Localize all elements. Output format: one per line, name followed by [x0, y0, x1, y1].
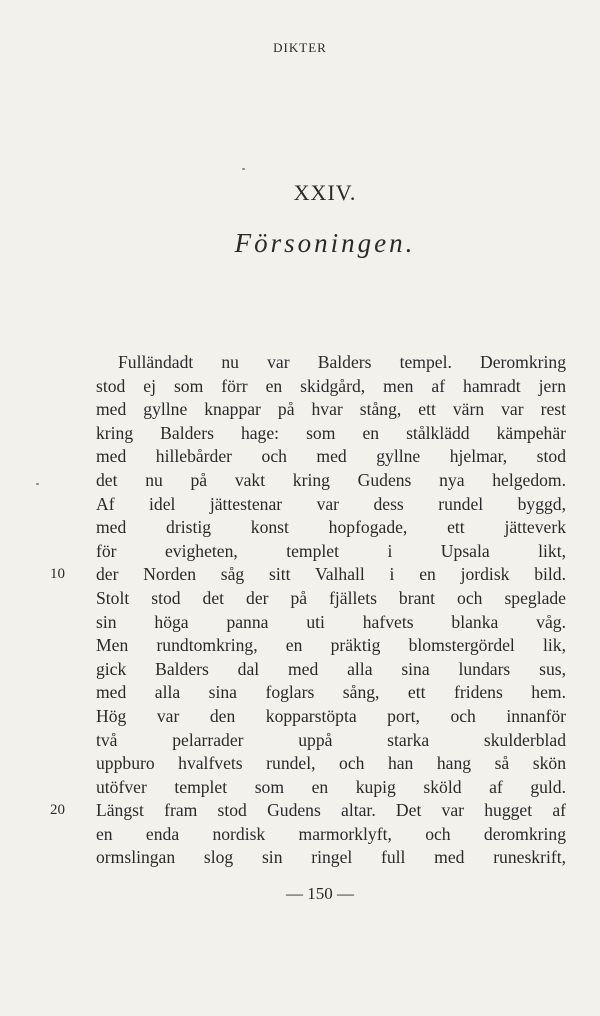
poem-line-text: det nu på vakt kring Gudens nya helgedom.	[96, 469, 566, 490]
poem-line-text: utöfver templet som en kupig sköld af guld.	[96, 776, 566, 797]
paper-speck	[242, 168, 245, 170]
poem-line-text: ormslingan slog sin ringel full med runeskrift,	[96, 847, 566, 868]
poem-line	[96, 493, 566, 517]
poem-line-text: gick Balders dal med alla sina lundars sus,	[96, 658, 566, 679]
poem-line	[96, 846, 566, 870]
poem-line-text: sin höga panna uti hafvets blanka våg.	[96, 611, 566, 632]
poem-line	[96, 516, 566, 540]
poem-line-text: uppburo hvalfvets rundel, och han hang så skön	[96, 753, 566, 774]
line-number: 20	[50, 802, 65, 819]
poem-line-text: en enda nordisk marmorklyft, och deromkring	[96, 823, 566, 844]
poem-line	[96, 445, 566, 469]
poem-line-text: två pelarrader uppå starka skulderblad	[96, 729, 566, 750]
page-number: — 150 —	[286, 884, 354, 903]
poem-line-text: Stolt stod det der på fjällets brant och speglade	[96, 587, 566, 608]
poem-line-text: för evigheten, templet i Upsala likt,	[96, 540, 566, 561]
poem-line-text: med alla sina foglars sång, ett fridens hem.	[96, 682, 566, 703]
poem-line	[96, 587, 566, 611]
poem-line-text: stod ej som förr en skidgård, men af hamradt jern	[96, 375, 566, 396]
poem-line	[96, 351, 566, 375]
poem-line-text: Men rundtomkring, en präktig blomstergördel lik,	[96, 635, 566, 656]
poem-line	[96, 776, 566, 800]
poem-line-text: Af idel jättestenar var dess rundel byggd,	[96, 493, 566, 514]
poem-line	[96, 681, 566, 705]
poem-line-text: Hög var den kopparstöpta port, och innanför	[96, 705, 566, 726]
poem-line	[96, 422, 566, 446]
poem-line	[96, 729, 566, 753]
poem-line	[96, 611, 566, 635]
poem-line	[96, 469, 566, 493]
poem-line	[96, 705, 566, 729]
poem-line	[96, 375, 566, 399]
paper-speck	[36, 483, 39, 485]
poem-body	[50, 351, 566, 870]
poem-line	[96, 634, 566, 658]
poem-line-text: kring Balders hage: som en stålklädd kämpehär	[96, 422, 566, 443]
poem-line	[96, 658, 566, 682]
poem-line	[50, 799, 566, 823]
poem-line	[96, 823, 566, 847]
chapter-number: XXIV.	[293, 180, 357, 205]
poem-line-text: med hillebårder och med gyllne hjelmar, stod	[96, 446, 566, 467]
poem-line-text: Längst fram stod Gudens altar. Det var hugget af	[96, 800, 566, 821]
poem-line-text: med dristig konst hopfogade, ett jätteverk	[96, 517, 566, 538]
poem-line-text: med gyllne knappar på hvar stång, ett värn var rest	[96, 399, 566, 420]
poem-line-text: der Norden såg sitt Valhall i en jordisk bild.	[96, 564, 566, 585]
poem-line	[96, 540, 566, 564]
running-head: DIKTER	[273, 40, 327, 55]
chapter-title: Försoningen.	[234, 228, 416, 258]
poem-line-text: Fulländadt nu var Balders tempel. Deromkring	[118, 352, 566, 372]
poem-line	[50, 563, 566, 587]
line-number: 10	[50, 566, 65, 583]
poem-line	[96, 752, 566, 776]
poem-line	[96, 398, 566, 422]
